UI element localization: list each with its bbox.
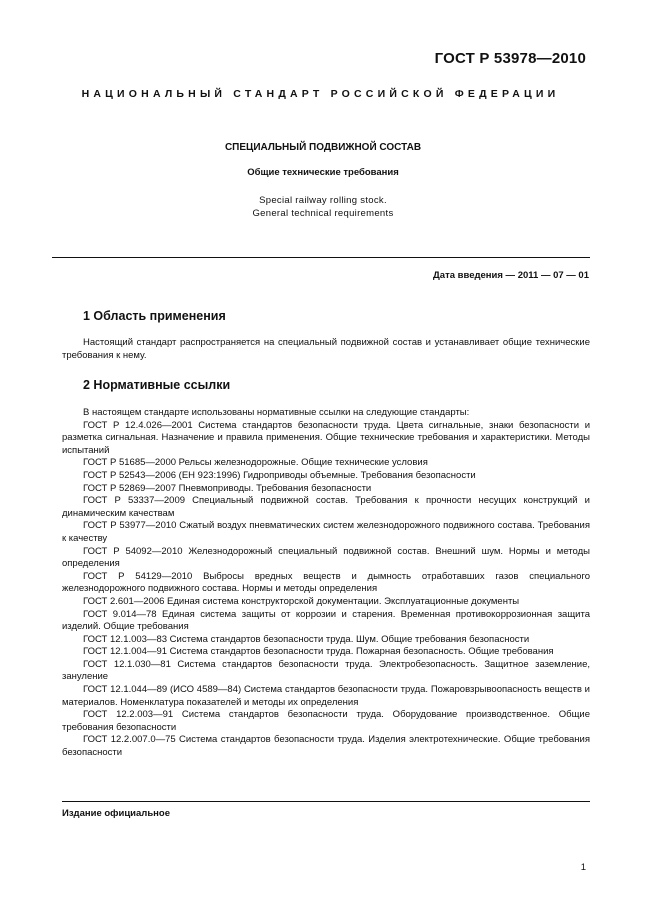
reference-paragraph: ГОСТ 12.1.004—91 Система стандартов безопасности труда. Пожарная безопасность. Общие требования [83, 646, 554, 658]
reference-paragraph: В настоящем стандарте использованы нормативные ссылки на следующие стандарты: [83, 407, 470, 418]
normative-references-list [62, 407, 590, 760]
reference-paragraph: ГОСТ 12.2.003—91 Система стандартов безопасности труда. Оборудование производственное. Общие требования безопасности [62, 709, 590, 733]
reference-paragraph: ГОСТ Р 52543—2006 (ЕН 923:1996) Гидроприводы объемные. Требования безопасности [83, 469, 476, 481]
english-title-line-1: Special railway rolling stock. [259, 195, 387, 206]
reference-paragraph: ГОСТ Р 12.4.026—2001 Система стандартов безопасности труда. Цвета сигнальные, знаки безопасности и разметка сигнальная. Назначение и правила применения. Общие технические требования и характеристики. Методы испытаний [62, 419, 590, 456]
reference-paragraph: ГОСТ 12.1.003—83 Система стандартов безопасности труда. Шум. Общие требования безопасности [83, 633, 530, 645]
reference-paragraph: ГОСТ 12.2.007.0—75 Система стандартов безопасности труда. Изделия электротехнические. Общие требования безопасности [62, 734, 590, 759]
document-title: СПЕЦИАЛЬНЫЙ ПОДВИЖНОЙ СОСТАВ [224, 142, 422, 153]
introduction-date: Дата введения — 2011 — 07 — 01 [433, 270, 589, 281]
reference-paragraph: ГОСТ Р 51685—2000 Рельсы железнодорожные. Общие технические условия [83, 457, 428, 469]
reference-paragraph: ГОСТ 2.601—2006 Единая система конструкторской документации. Эксплуатационные документы [83, 595, 520, 607]
section-1-heading: 1 Область применения [83, 309, 226, 323]
reference-paragraph: ГОСТ Р 53337—2009 Специальный подвижной состав. Требования к прочности несущих конструкций и динамическим качествам [62, 495, 590, 519]
reference-paragraph: ГОСТ Р 52869—2007 Пневмоприводы. Требования безопасности [83, 482, 372, 494]
page-number: 1 [580, 862, 586, 873]
standard-number: ГОСТ Р 53978—2010 [434, 50, 586, 67]
reference-paragraph: ГОСТ Р 54092—2010 Железнодорожный специальный подвижной состав. Внешний шум. Нормы и методы определения [62, 545, 590, 570]
english-title [0, 194, 646, 220]
section-1-body [62, 337, 590, 362]
reference-paragraph: ГОСТ 12.1.030—81 Система стандартов безопасности труда. Электробезопасность. Защитное заземление, зануление [62, 658, 590, 683]
reference-paragraph: ГОСТ Р 53977—2010 Сжатый воздух пневматических систем железнодорожного подвижного состава. Требования к качеству [62, 520, 590, 544]
national-standard-banner: НАЦИОНАЛЬНЫЙ СТАНДАРТ РОССИЙСКОЙ ФЕДЕРАЦИИ [81, 88, 560, 100]
reference-paragraph: ГОСТ 9.014—78 Единая система защиты от коррозии и старения. Временная противокоррозионная защита изделий. Общие требования [62, 608, 590, 633]
title-divider [52, 257, 590, 258]
official-edition-note: Издание официальное [62, 808, 170, 819]
english-title-line-2: General technical requirements [252, 208, 394, 219]
reference-paragraph: ГОСТ Р 54129—2010 Выбросы вредных веществ и дымность отработавших газов специального железнодорожного подвижного состава. Нормы и методы определения [62, 570, 590, 595]
scope-paragraph: Настоящий стандарт распространяется на специальный подвижной состав и устанавливает общие технические требования к нему. [62, 337, 590, 361]
reference-paragraph: ГОСТ 12.1.044—89 (ИСО 4589—84) Система стандартов безопасности труда. Пожаровзрывоопасность веществ и материалов. Номенклатура показателей и методы их определения [62, 684, 590, 708]
section-2-heading: 2 Нормативные ссылки [83, 378, 231, 392]
document-subtitle: Общие технические требования [247, 167, 399, 178]
footer-divider [62, 801, 590, 802]
